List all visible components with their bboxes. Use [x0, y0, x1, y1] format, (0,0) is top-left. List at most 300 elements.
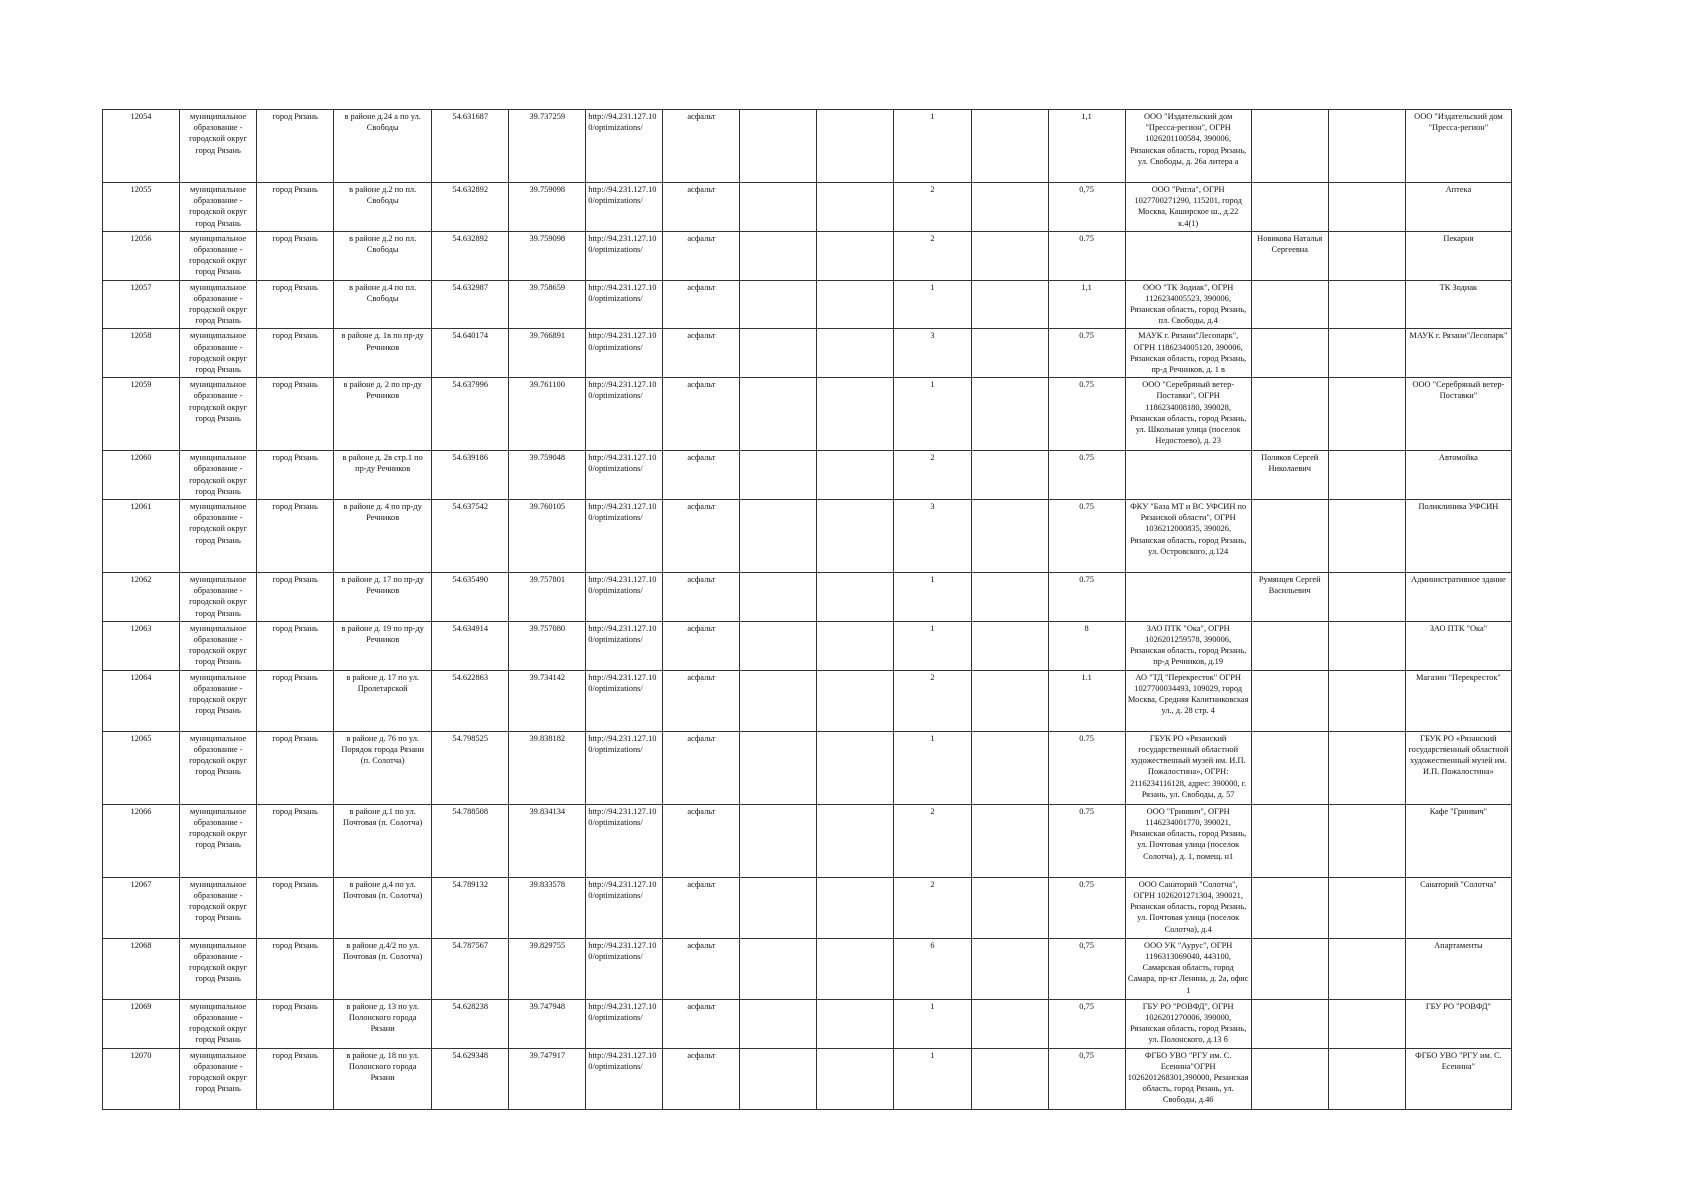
- cell-municipality: муниципальное образование - городской округ город Рязань: [180, 329, 257, 378]
- cell-scheme-link: http://94.231.127.100/optimizations/: [586, 280, 663, 329]
- cell-empty-col-16: [1328, 110, 1405, 183]
- cell-settlement: город Рязань: [257, 999, 334, 1048]
- cell-empty-col-12: [971, 621, 1048, 670]
- cell-scheme-link: http://94.231.127.100/optimizations/: [586, 938, 663, 999]
- cell-owner-individual: [1251, 877, 1328, 938]
- cell-empty-col-10: [817, 877, 894, 938]
- cell-waste-source: Поликлиника УФСИН: [1405, 500, 1511, 573]
- cell-waste-source: Автомойка: [1405, 451, 1511, 500]
- cell-latitude: 54.637542: [432, 500, 509, 573]
- cell-surface: асфальт: [663, 804, 740, 877]
- cell-owner-individual: [1251, 999, 1328, 1048]
- cell-record-id: 12054: [103, 110, 180, 183]
- cell-location: в районе д.2 по пл. Свободы: [334, 231, 432, 280]
- cell-scheme-link: http://94.231.127.100/optimizations/: [586, 183, 663, 232]
- cell-surface: асфальт: [663, 731, 740, 804]
- cell-longitude: 39.833578: [509, 877, 586, 938]
- table-row: [103, 670, 1512, 731]
- cell-latitude: 54.629348: [432, 1048, 509, 1109]
- cell-settlement: город Рязань: [257, 231, 334, 280]
- cell-empty-col-12: [971, 938, 1048, 999]
- cell-settlement: город Рязань: [257, 329, 334, 378]
- cell-location: в районе д. 4 по пр-ду Речников: [334, 500, 432, 573]
- cell-longitude: 39.737259: [509, 110, 586, 183]
- cell-empty-col-12: [971, 573, 1048, 622]
- cell-scheme-link: http://94.231.127.100/optimizations/: [586, 670, 663, 731]
- cell-owner-legal-entity: ФГБО УВО "РГУ им. С. Есенина"ОГРН 1026201268301,390000, Рязанская область, город Рязань, ул. Свободы, д.46: [1125, 1048, 1251, 1109]
- cell-empty-col-16: [1328, 231, 1405, 280]
- cell-longitude: 39.747948: [509, 999, 586, 1048]
- cell-latitude: 54.632987: [432, 280, 509, 329]
- cell-container-volume: 0.75: [1048, 573, 1125, 622]
- cell-longitude: 39.759048: [509, 451, 586, 500]
- cell-empty-col-10: [817, 1048, 894, 1109]
- table-row: [103, 329, 1512, 378]
- cell-record-id: 12064: [103, 670, 180, 731]
- cell-empty-col-9: [740, 999, 817, 1048]
- cell-location: в районе д. 18 по ул. Полонского города Рязани: [334, 1048, 432, 1109]
- cell-empty-col-9: [740, 329, 817, 378]
- cell-empty-col-9: [740, 378, 817, 451]
- cell-surface: асфальт: [663, 378, 740, 451]
- table-row: [103, 110, 1512, 183]
- cell-waste-source: ГБУК РО «Рязанский государственный областной художественный музей им. И.П. Пожалостина»: [1405, 731, 1511, 804]
- cell-waste-source: ООО "Издательский дом "Пресса-регион": [1405, 110, 1511, 183]
- cell-record-id: 12060: [103, 451, 180, 500]
- cell-empty-col-16: [1328, 500, 1405, 573]
- cell-surface: асфальт: [663, 451, 740, 500]
- cell-record-id: 12070: [103, 1048, 180, 1109]
- cell-latitude: 54.798525: [432, 731, 509, 804]
- cell-scheme-link: http://94.231.127.100/optimizations/: [586, 621, 663, 670]
- cell-municipality: муниципальное образование - городской округ город Рязань: [180, 231, 257, 280]
- cell-owner-legal-entity: ООО "Ригла", ОГРН 1027700271290, 115201, город Москва, Каширское ш., д.22 к.4(1): [1125, 183, 1251, 232]
- cell-empty-col-16: [1328, 621, 1405, 670]
- table-row: [103, 938, 1512, 999]
- cell-latitude: 54.628238: [432, 999, 509, 1048]
- cell-owner-legal-entity: [1125, 231, 1251, 280]
- cell-empty-col-12: [971, 183, 1048, 232]
- cell-empty-col-10: [817, 451, 894, 500]
- cell-owner-individual: [1251, 731, 1328, 804]
- cell-settlement: город Рязань: [257, 110, 334, 183]
- cell-owner-legal-entity: ООО "Издательский дом "Пресса-регион", ОГРН 1026201100584, 390006, Рязанская область, город Рязань, ул. Свободы, д. 26а литера а: [1125, 110, 1251, 183]
- cell-container-count: 1: [894, 731, 971, 804]
- cell-record-id: 12069: [103, 999, 180, 1048]
- cell-container-volume: 0,75: [1048, 999, 1125, 1048]
- cell-longitude: 39.760105: [509, 500, 586, 573]
- cell-record-id: 12057: [103, 280, 180, 329]
- cell-location: в районе д. 19 по пр-ду Речников: [334, 621, 432, 670]
- cell-owner-legal-entity: ООО "ТК Зодиак", ОГРН 1126234005523, 390006, Рязанская область, город Рязань, пл. Свободы, д.4: [1125, 280, 1251, 329]
- cell-empty-col-9: [740, 573, 817, 622]
- cell-latitude: 54.632892: [432, 231, 509, 280]
- registry-sheet: [102, 109, 1512, 1110]
- cell-owner-individual: Румянцев Сергей Васильевич: [1251, 573, 1328, 622]
- cell-empty-col-10: [817, 999, 894, 1048]
- cell-scheme-link: http://94.231.127.100/optimizations/: [586, 1048, 663, 1109]
- cell-container-volume: 0.75: [1048, 378, 1125, 451]
- cell-owner-legal-entity: ФКУ "База МТ и ВС УФСИН по Рязанской области", ОГРН 1036212000835, 390026, Рязанская область, город Рязань, ул. Островского, д.124: [1125, 500, 1251, 573]
- table-row: [103, 621, 1512, 670]
- cell-container-count: 2: [894, 804, 971, 877]
- table-row: [103, 231, 1512, 280]
- cell-empty-col-10: [817, 731, 894, 804]
- cell-empty-col-9: [740, 670, 817, 731]
- cell-waste-source: ГБУ РО "РОВФД": [1405, 999, 1511, 1048]
- cell-empty-col-10: [817, 280, 894, 329]
- cell-owner-individual: [1251, 329, 1328, 378]
- cell-surface: асфальт: [663, 938, 740, 999]
- cell-municipality: муниципальное образование - городской округ город Рязань: [180, 378, 257, 451]
- cell-container-volume: 0.75: [1048, 451, 1125, 500]
- cell-record-id: 12058: [103, 329, 180, 378]
- cell-container-volume: 0.75: [1048, 877, 1125, 938]
- cell-empty-col-9: [740, 1048, 817, 1109]
- cell-scheme-link: http://94.231.127.100/optimizations/: [586, 231, 663, 280]
- cell-empty-col-12: [971, 378, 1048, 451]
- cell-owner-legal-entity: МАУК г. Рязани"Лесопарк", ОГРН 1186234005120, 390006, Рязанская область, город Рязань, пр-д Речников, д. 1 в: [1125, 329, 1251, 378]
- cell-owner-legal-entity: ООО "Серебряный ветер-Поставки", ОГРН 1186234008180, 390028, Рязанская область, город Рязань, ул. Школьная улица (поселок Недостоево), д. 23: [1125, 378, 1251, 451]
- cell-surface: асфальт: [663, 1048, 740, 1109]
- cell-empty-col-10: [817, 231, 894, 280]
- cell-scheme-link: http://94.231.127.100/optimizations/: [586, 110, 663, 183]
- cell-surface: асфальт: [663, 573, 740, 622]
- cell-container-count: 1: [894, 999, 971, 1048]
- cell-container-count: 1: [894, 280, 971, 329]
- cell-longitude: 39.834134: [509, 804, 586, 877]
- cell-empty-col-9: [740, 231, 817, 280]
- cell-empty-col-12: [971, 877, 1048, 938]
- cell-location: в районе д.4 по ул. Почтовая (п. Солотча): [334, 877, 432, 938]
- cell-record-id: 12063: [103, 621, 180, 670]
- cell-empty-col-10: [817, 573, 894, 622]
- cell-owner-individual: Новикова Наталья Сергеевна: [1251, 231, 1328, 280]
- cell-container-volume: 0.75: [1048, 231, 1125, 280]
- cell-waste-source: ЗАО ПТК "Ока": [1405, 621, 1511, 670]
- cell-owner-individual: [1251, 804, 1328, 877]
- cell-settlement: город Рязань: [257, 1048, 334, 1109]
- cell-owner-individual: [1251, 670, 1328, 731]
- cell-latitude: 54.632892: [432, 183, 509, 232]
- cell-latitude: 54.634914: [432, 621, 509, 670]
- cell-container-count: 6: [894, 938, 971, 999]
- cell-owner-legal-entity: ГБУ РО "РОВФД", ОГРН 1026201270006, 390000, Рязанская область, город Рязань, ул. Полонского, д.13 б: [1125, 999, 1251, 1048]
- cell-owner-legal-entity: АО "ТД "Перекресток" ОГРН 1027700034493, 109029, город Москва, Средняя Калитниковская ул., д. 28 стр. 4: [1125, 670, 1251, 731]
- cell-scheme-link: http://94.231.127.100/optimizations/: [586, 451, 663, 500]
- table-row: [103, 451, 1512, 500]
- cell-container-count: 1: [894, 110, 971, 183]
- cell-location: в районе д. 2в стр.1 по пр-ду Речников: [334, 451, 432, 500]
- cell-longitude: 39.759098: [509, 231, 586, 280]
- table-row: [103, 877, 1512, 938]
- cell-location: в районе д. 13 по ул. Полонского города Рязани: [334, 999, 432, 1048]
- cell-surface: асфальт: [663, 877, 740, 938]
- cell-empty-col-16: [1328, 999, 1405, 1048]
- cell-container-count: 2: [894, 451, 971, 500]
- cell-latitude: 54.637996: [432, 378, 509, 451]
- cell-empty-col-16: [1328, 183, 1405, 232]
- cell-waste-source: ТК Зодиак: [1405, 280, 1511, 329]
- cell-container-volume: 0.75: [1048, 329, 1125, 378]
- table-row: [103, 500, 1512, 573]
- cell-empty-col-12: [971, 804, 1048, 877]
- cell-settlement: город Рязань: [257, 573, 334, 622]
- cell-empty-col-12: [971, 500, 1048, 573]
- cell-waste-source: Апартаменты: [1405, 938, 1511, 999]
- cell-record-id: 12055: [103, 183, 180, 232]
- cell-longitude: 39.747917: [509, 1048, 586, 1109]
- cell-latitude: 54.788508: [432, 804, 509, 877]
- table-row: [103, 378, 1512, 451]
- cell-empty-col-10: [817, 329, 894, 378]
- cell-owner-individual: [1251, 378, 1328, 451]
- cell-waste-source: Санаторий "Солотча": [1405, 877, 1511, 938]
- cell-container-count: 2: [894, 670, 971, 731]
- cell-record-id: 12066: [103, 804, 180, 877]
- table-row: [103, 573, 1512, 622]
- cell-longitude: 39.734142: [509, 670, 586, 731]
- cell-owner-legal-entity: [1125, 573, 1251, 622]
- cell-settlement: город Рязань: [257, 183, 334, 232]
- table-row: [103, 804, 1512, 877]
- cell-scheme-link: http://94.231.127.100/optimizations/: [586, 378, 663, 451]
- cell-container-count: 1: [894, 378, 971, 451]
- cell-empty-col-16: [1328, 1048, 1405, 1109]
- cell-scheme-link: http://94.231.127.100/optimizations/: [586, 804, 663, 877]
- cell-owner-legal-entity: [1125, 451, 1251, 500]
- cell-surface: асфальт: [663, 621, 740, 670]
- cell-surface: асфальт: [663, 670, 740, 731]
- cell-empty-col-12: [971, 231, 1048, 280]
- cell-record-id: 12059: [103, 378, 180, 451]
- cell-scheme-link: http://94.231.127.100/optimizations/: [586, 877, 663, 938]
- cell-container-count: 1: [894, 573, 971, 622]
- cell-location: в районе д.4 по пл. Свободы: [334, 280, 432, 329]
- cell-municipality: муниципальное образование - городской округ город Рязань: [180, 877, 257, 938]
- cell-latitude: 54.631687: [432, 110, 509, 183]
- cell-waste-source: Административное здание: [1405, 573, 1511, 622]
- cell-municipality: муниципальное образование - городской округ город Рязань: [180, 804, 257, 877]
- cell-waste-source: ФГБО УВО "РГУ им. С. Есенина": [1405, 1048, 1511, 1109]
- cell-container-volume: 1,1: [1048, 280, 1125, 329]
- table-row: [103, 1048, 1512, 1109]
- cell-record-id: 12065: [103, 731, 180, 804]
- cell-owner-individual: [1251, 938, 1328, 999]
- cell-location: в районе д. 17 по ул. Пролетарской: [334, 670, 432, 731]
- cell-container-volume: 0,75: [1048, 183, 1125, 232]
- cell-record-id: 12056: [103, 231, 180, 280]
- cell-location: в районе д.2 по пл. Свободы: [334, 183, 432, 232]
- cell-surface: асфальт: [663, 999, 740, 1048]
- cell-municipality: муниципальное образование - городской округ город Рязань: [180, 731, 257, 804]
- cell-empty-col-16: [1328, 378, 1405, 451]
- cell-settlement: город Рязань: [257, 670, 334, 731]
- cell-owner-individual: Поляков Сергей Николаевич: [1251, 451, 1328, 500]
- cell-container-count: 2: [894, 877, 971, 938]
- cell-container-count: 2: [894, 231, 971, 280]
- cell-surface: асфальт: [663, 110, 740, 183]
- cell-settlement: город Рязань: [257, 500, 334, 573]
- cell-settlement: город Рязань: [257, 280, 334, 329]
- cell-owner-individual: [1251, 280, 1328, 329]
- cell-empty-col-12: [971, 280, 1048, 329]
- cell-owner-legal-entity: ООО УК "Аурус", ОГРН 1196313069040, 443100, Самарская область, город Самара, пр-кт Ленина, д. 2а, офис 1: [1125, 938, 1251, 999]
- cell-owner-legal-entity: ООО Санаторий "Солотча", ОГРН 1026201271304, 390021, Рязанская область, город Рязань, ул. Почтовая улица (поселок Солотча), д.4: [1125, 877, 1251, 938]
- cell-location: в районе д. 17 по пр-ду Речников: [334, 573, 432, 622]
- cell-latitude: 54.622863: [432, 670, 509, 731]
- cell-container-volume: 0.75: [1048, 731, 1125, 804]
- cell-longitude: 39.829755: [509, 938, 586, 999]
- table-row: [103, 280, 1512, 329]
- cell-empty-col-10: [817, 621, 894, 670]
- cell-longitude: 39.757080: [509, 621, 586, 670]
- cell-owner-individual: [1251, 1048, 1328, 1109]
- cell-surface: асфальт: [663, 500, 740, 573]
- cell-empty-col-9: [740, 183, 817, 232]
- cell-container-volume: 0.75: [1048, 804, 1125, 877]
- cell-longitude: 39.838182: [509, 731, 586, 804]
- cell-empty-col-12: [971, 670, 1048, 731]
- cell-longitude: 39.766891: [509, 329, 586, 378]
- cell-municipality: муниципальное образование - городской округ город Рязань: [180, 999, 257, 1048]
- cell-empty-col-12: [971, 110, 1048, 183]
- cell-waste-source: Аптека: [1405, 183, 1511, 232]
- cell-longitude: 39.758659: [509, 280, 586, 329]
- cell-record-id: 12062: [103, 573, 180, 622]
- cell-settlement: город Рязань: [257, 804, 334, 877]
- cell-empty-col-9: [740, 938, 817, 999]
- cell-location: в районе д.4/2 по ул. Почтовая (п. Солотча): [334, 938, 432, 999]
- cell-municipality: муниципальное образование - городской округ город Рязань: [180, 670, 257, 731]
- cell-municipality: муниципальное образование - городской округ город Рязань: [180, 280, 257, 329]
- cell-empty-col-12: [971, 999, 1048, 1048]
- cell-empty-col-16: [1328, 280, 1405, 329]
- cell-latitude: 54.639186: [432, 451, 509, 500]
- cell-container-volume: 8: [1048, 621, 1125, 670]
- cell-settlement: город Рязань: [257, 938, 334, 999]
- cell-owner-individual: [1251, 500, 1328, 573]
- cell-waste-source: ООО "Серебряный ветер-Поставки": [1405, 378, 1511, 451]
- cell-settlement: город Рязань: [257, 877, 334, 938]
- cell-scheme-link: http://94.231.127.100/optimizations/: [586, 573, 663, 622]
- cell-municipality: муниципальное образование - городской округ город Рязань: [180, 183, 257, 232]
- cell-empty-col-16: [1328, 670, 1405, 731]
- cell-container-count: 1: [894, 1048, 971, 1109]
- cell-empty-col-10: [817, 110, 894, 183]
- cell-owner-legal-entity: ГБУК РО «Рязанский государственный областной художественный музей им. И.П. Пожалостина», ОГРН: 2116234116128, адрес: 390000, г. Рязань, ул. Свободы, д. 57: [1125, 731, 1251, 804]
- cell-empty-col-10: [817, 378, 894, 451]
- cell-empty-col-9: [740, 500, 817, 573]
- cell-surface: асфальт: [663, 329, 740, 378]
- cell-empty-col-12: [971, 731, 1048, 804]
- registry-table: [102, 109, 1512, 1110]
- cell-waste-source: Пекарня: [1405, 231, 1511, 280]
- cell-waste-source: МАУК г. Рязани"Лесопарк": [1405, 329, 1511, 378]
- cell-municipality: муниципальное образование - городской округ город Рязань: [180, 451, 257, 500]
- cell-municipality: муниципальное образование - городской округ город Рязань: [180, 110, 257, 183]
- cell-owner-legal-entity: ООО "Гринвич", ОГРН 1146234001770, 390021, Рязанская область, город Рязань, ул. Почтовая улица (поселок Солотча), д. 1, помещ. н1: [1125, 804, 1251, 877]
- cell-container-volume: 0.75: [1048, 500, 1125, 573]
- cell-empty-col-10: [817, 938, 894, 999]
- cell-record-id: 12068: [103, 938, 180, 999]
- cell-container-count: 3: [894, 500, 971, 573]
- cell-latitude: 54.787567: [432, 938, 509, 999]
- cell-owner-individual: [1251, 183, 1328, 232]
- cell-scheme-link: http://94.231.127.100/optimizations/: [586, 329, 663, 378]
- cell-empty-col-16: [1328, 938, 1405, 999]
- cell-longitude: 39.761100: [509, 378, 586, 451]
- cell-record-id: 12067: [103, 877, 180, 938]
- cell-location: в районе д. 2 по пр-ду Речников: [334, 378, 432, 451]
- cell-scheme-link: http://94.231.127.100/optimizations/: [586, 500, 663, 573]
- cell-waste-source: Кафе "Гринвич": [1405, 804, 1511, 877]
- cell-empty-col-16: [1328, 877, 1405, 938]
- cell-empty-col-10: [817, 500, 894, 573]
- table-row: [103, 999, 1512, 1048]
- cell-empty-col-9: [740, 877, 817, 938]
- cell-empty-col-9: [740, 804, 817, 877]
- cell-owner-individual: [1251, 621, 1328, 670]
- cell-empty-col-12: [971, 1048, 1048, 1109]
- cell-municipality: муниципальное образование - городской округ город Рязань: [180, 500, 257, 573]
- cell-container-count: 2: [894, 183, 971, 232]
- cell-container-count: 3: [894, 329, 971, 378]
- cell-empty-col-16: [1328, 329, 1405, 378]
- cell-municipality: муниципальное образование - городской округ город Рязань: [180, 938, 257, 999]
- cell-surface: асфальт: [663, 280, 740, 329]
- cell-longitude: 39.757801: [509, 573, 586, 622]
- cell-settlement: город Рязань: [257, 378, 334, 451]
- cell-record-id: 12061: [103, 500, 180, 573]
- cell-empty-col-10: [817, 183, 894, 232]
- cell-empty-col-10: [817, 804, 894, 877]
- cell-empty-col-9: [740, 451, 817, 500]
- cell-settlement: город Рязань: [257, 621, 334, 670]
- cell-location: в районе д. 76 по ул. Порядок города Рязани (п. Солотча): [334, 731, 432, 804]
- cell-municipality: муниципальное образование - городской округ город Рязань: [180, 573, 257, 622]
- cell-latitude: 54.789132: [432, 877, 509, 938]
- cell-container-volume: 1.1: [1048, 670, 1125, 731]
- cell-empty-col-16: [1328, 804, 1405, 877]
- cell-scheme-link: http://94.231.127.100/optimizations/: [586, 731, 663, 804]
- cell-location: в районе д.24 а по ул. Свободы: [334, 110, 432, 183]
- table-row: [103, 731, 1512, 804]
- cell-location: в районе д.1 по ул. Почтовая (п. Солотча): [334, 804, 432, 877]
- cell-owner-legal-entity: ЗАО ПТК "Ока", ОГРН 1026201259578, 390006, Рязанская область, город Рязань, пр-д Речников, д.19: [1125, 621, 1251, 670]
- cell-settlement: город Рязань: [257, 731, 334, 804]
- cell-scheme-link: http://94.231.127.100/optimizations/: [586, 999, 663, 1048]
- cell-empty-col-9: [740, 621, 817, 670]
- cell-location: в районе д. 1в по пр-ду Речников: [334, 329, 432, 378]
- cell-container-volume: 0,75: [1048, 1048, 1125, 1109]
- cell-empty-col-9: [740, 280, 817, 329]
- cell-municipality: муниципальное образование - городской округ город Рязань: [180, 1048, 257, 1109]
- cell-container-volume: 0,75: [1048, 938, 1125, 999]
- cell-longitude: 39.759098: [509, 183, 586, 232]
- cell-settlement: город Рязань: [257, 451, 334, 500]
- cell-container-volume: 1,1: [1048, 110, 1125, 183]
- cell-empty-col-16: [1328, 451, 1405, 500]
- cell-empty-col-10: [817, 670, 894, 731]
- cell-empty-col-12: [971, 329, 1048, 378]
- cell-latitude: 54.640174: [432, 329, 509, 378]
- table-row: [103, 183, 1512, 232]
- cell-surface: асфальт: [663, 231, 740, 280]
- cell-surface: асфальт: [663, 183, 740, 232]
- cell-latitude: 54.635490: [432, 573, 509, 622]
- cell-empty-col-9: [740, 110, 817, 183]
